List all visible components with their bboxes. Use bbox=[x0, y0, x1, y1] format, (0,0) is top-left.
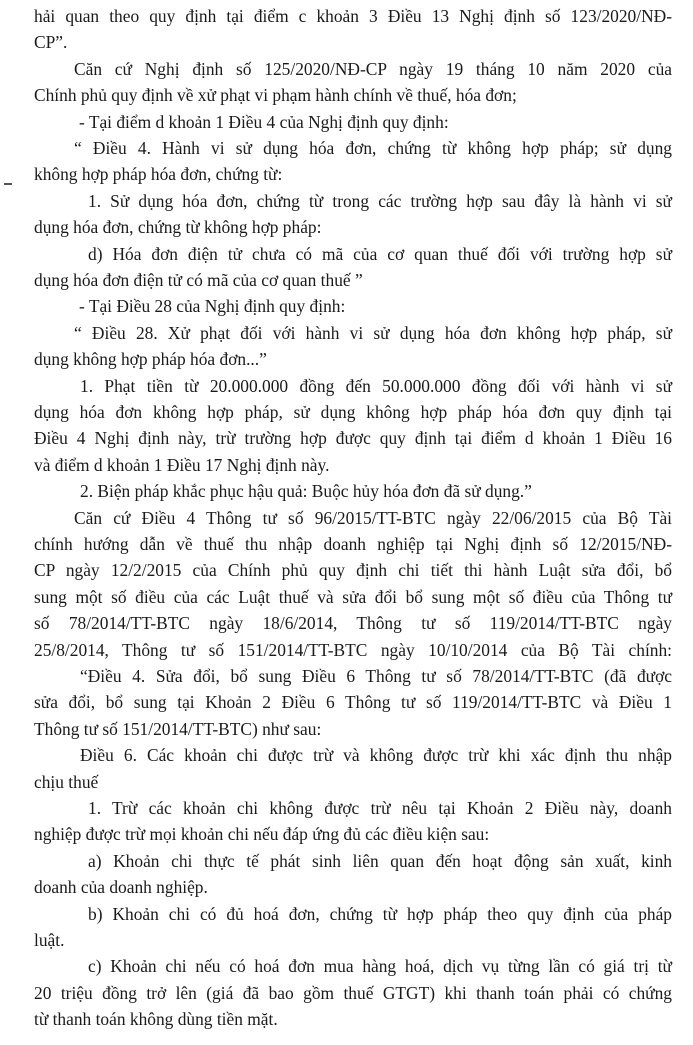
text-line: doanh của doanh nghiệp. bbox=[34, 877, 208, 898]
text-line: dụng không hợp pháp hóa đơn...” bbox=[34, 349, 267, 370]
text-line: không hợp pháp hóa đơn, chứng từ: bbox=[34, 164, 283, 185]
text-line: hải quan theo quy định tại điểm c khoản 3 Điều 13 Nghị định số 123/2020/NĐ- bbox=[34, 6, 672, 26]
text-line: Chính phủ quy định về xử phạt vi phạm hành chính về thuế, hóa đơn; bbox=[34, 85, 517, 106]
text-line: từ thanh toán không dùng tiền mặt. bbox=[34, 1009, 278, 1030]
text-line: chịu thuế bbox=[34, 771, 99, 792]
text-line: chính hướng dẫn về thuế thu nhập doanh nghiệp tại Nghị định số 12/2015/NĐ- bbox=[34, 534, 672, 554]
text-line: “Điều 4. Sửa đổi, bổ sung Điều 6 Thông tư số 78/2014/TT-BTC (đã được bbox=[80, 666, 672, 686]
text-line: - Tại điểm d khoản 1 Điều 4 của Nghị định quy định: bbox=[79, 111, 449, 132]
text-line: Căn cứ Nghị định số 125/2020/NĐ-CP ngày 19 tháng 10 năm 2020 của bbox=[74, 58, 672, 79]
margin-mark bbox=[4, 183, 12, 185]
text-line: dụng hóa đơn không hợp pháp, sử dụng không hợp pháp hóa đơn quy định tại bbox=[34, 402, 672, 422]
text-line: Điều 4 Nghị định này, trừ trường hợp được quy định tại điểm d khoản 1 Điều 16 bbox=[34, 428, 672, 449]
text-line: b) Khoản chi có đủ hoá đơn, chứng từ hợp pháp theo quy định của pháp bbox=[88, 903, 672, 924]
text-line: “ Điều 28. Xử phạt đối với hành vi sử dụng hóa đơn không hợp pháp, sử bbox=[74, 322, 672, 343]
text-line: CP ngày 12/2/2015 của Chính phủ quy định chi tiết thi hành Luật sửa đổi, bổ bbox=[34, 560, 672, 581]
text-line: luật. bbox=[34, 930, 65, 950]
text-line: - Tại Điều 28 của Nghị định quy định: bbox=[79, 296, 346, 317]
text-line: và điểm d khoản 1 Điều 17 Nghị định này. bbox=[34, 454, 330, 475]
text-line: 25/8/2014, Thông tư số 151/2014/TT-BTC ngày 10/10/2014 của Bộ Tài chính: bbox=[34, 639, 672, 660]
text-line: 2. Biện pháp khắc phục hậu quả: Buộc hủy hóa đơn đã sử dụng.” bbox=[80, 481, 532, 502]
text-line: Căn cứ Điều 4 Thông tư số 96/2015/TT-BTC ngày 22/06/2015 của Bộ Tài bbox=[74, 507, 672, 528]
text-line: CP”. bbox=[34, 32, 68, 53]
text-line: 1. Sử dụng hóa đơn, chứng từ trong các trường hợp sau đây là hành vi sử bbox=[88, 190, 672, 211]
text-line: Thông tư số 151/2014/TT-BTC) như sau: bbox=[34, 718, 322, 739]
text-line: 1. Phạt tiền từ 20.000.000 đồng đến 50.000.000 đồng đối với hành vi sử bbox=[80, 375, 672, 396]
text-line: a) Khoản chi thực tế phát sinh liên quan đến hoạt động sản xuất, kinh bbox=[88, 850, 672, 871]
text-line: c) Khoản chi nếu có hoá đơn mua hàng hoá, dịch vụ từng lần có giá trị từ bbox=[88, 956, 672, 977]
text-line: số 78/2014/TT-BTC ngày 18/6/2014, Thông tư số 119/2014/TT-BTC ngày bbox=[34, 613, 672, 634]
text-line: “ Điều 4. Hành vi sử dụng hóa đơn, chứng từ không hợp pháp; sử dụng bbox=[74, 138, 672, 158]
text-line: Điều 6. Các khoản chi được trừ và không được trừ khi xác định thu nhập bbox=[80, 745, 672, 766]
text-line: dụng hóa đơn, chứng từ không hợp pháp: bbox=[34, 217, 322, 238]
text-line: sửa đổi, bổ sung tại Khoản 2 Điều 6 Thông tư số 119/2014/TT-BTC và Điều 1 bbox=[34, 692, 672, 713]
text-line: 20 triệu đồng trở lên (giá đã bao gồm thuế GTGT) khi thanh toán phải có chứng bbox=[34, 982, 672, 1003]
text-line: dụng hóa đơn điện tử có mã của cơ quan thuế ” bbox=[34, 270, 363, 290]
text-line: d) Hóa đơn điện tử chưa có mã của cơ quan thuế đối với trường hợp sử bbox=[88, 243, 672, 264]
text-line: sung một số điều của các Luật thuế và sửa đổi bổ sung một số điều của Thông tư bbox=[34, 586, 672, 607]
text-line: 1. Trừ các khoản chi không được trừ nêu tại Khoản 2 Điều này, doanh bbox=[88, 798, 672, 818]
text-line: nghiệp được trừ mọi khoản chi nếu đáp ứng đủ các điều kiện sau: bbox=[34, 824, 490, 845]
